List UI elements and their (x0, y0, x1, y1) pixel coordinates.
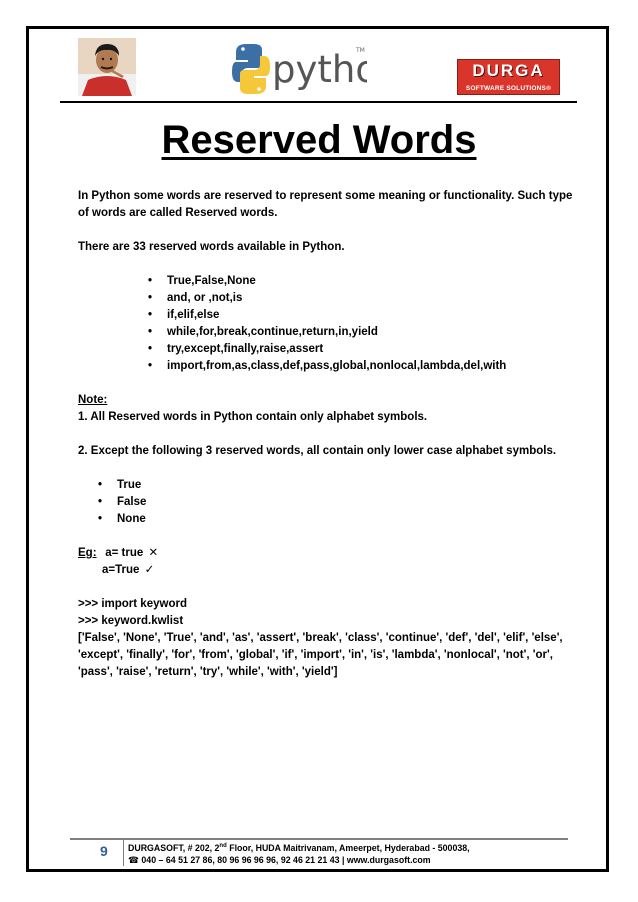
durga-logo-main: DURGA (472, 61, 545, 80)
code-output: ['False', 'None', 'True', 'and', 'as', 'assert', 'break', 'class', 'continue', 'def', 'del', 'elif', 'else', 'except', 'finally', 'for', 'from', 'global', 'if', 'import', 'in', 'is', 'lambda', 'nonlocal', 'not', 'or', 'pass', 'raise', 'return', 'try', 'while', 'with', 'yield'] (78, 632, 563, 678)
example-right: a=True (102, 564, 140, 576)
durga-software-logo (457, 59, 560, 95)
example-label: Eg: (78, 547, 97, 559)
list-item: • None (98, 511, 573, 528)
python-logo-text: pytho (272, 48, 367, 91)
keyword-group-list (148, 273, 573, 375)
python-tm: TM (356, 47, 365, 54)
page-title: Reserved Words (161, 118, 477, 162)
main-content (78, 188, 573, 681)
footer-address: DURGASOFT, # 202, 2nd Floor, HUDA Maitrivanam, Ameerpet, Hyderabad - 500038, ☎ 040 – 64 51 27 86, 80 96 96 96 96, 92 46 21 21 43 | www.durgasoft.com (128, 842, 470, 865)
list-item: • True,False,None (148, 273, 573, 290)
list-item: • try,except,finally,raise,assert (148, 341, 573, 358)
code-line-2: >>> keyword.kwlist (78, 615, 184, 627)
list-item: • and, or ,not,is (148, 290, 573, 307)
example-row-wrong (78, 545, 573, 562)
note-point-1: 1. All Reserved words in Python contain only alphabet symbols. (78, 411, 428, 423)
list-item: • while,for,break,continue,return,in,yield (148, 324, 573, 341)
count-line: There are 33 reserved words available in Python. (78, 241, 345, 253)
durga-logo-sub: SOFTWARE SOLUTIONS® (465, 85, 552, 92)
list-item: • True (98, 477, 573, 494)
cross-icon: ✕ (148, 547, 159, 559)
exception-list (98, 477, 573, 528)
list-item: • import,from,as,class,def,pass,global,nonlocal,lambda,del,with (148, 358, 573, 375)
header-divider (60, 101, 577, 103)
list-item: • False (98, 494, 573, 511)
example-row-right (78, 562, 573, 579)
author-photo (78, 38, 136, 96)
code-line-1: >>> import keyword (78, 598, 187, 610)
check-icon: ✓ (144, 564, 155, 576)
note-point-2: 2. Except the following 3 reserved words, all contain only lower case alphabet symbols. (78, 445, 557, 457)
list-item: • if,elif,else (148, 307, 573, 324)
intro-paragraph: In Python some words are reserved to represent some meaning or functionality. Such type of words are called Reserved words. (78, 190, 573, 219)
note-heading: Note: (78, 394, 108, 406)
python-logo (232, 38, 367, 96)
phone-icon: ☎ (128, 854, 139, 865)
footer-separator (123, 840, 124, 866)
example-wrong: a= true (105, 547, 144, 559)
page-number: 9 (100, 843, 108, 859)
